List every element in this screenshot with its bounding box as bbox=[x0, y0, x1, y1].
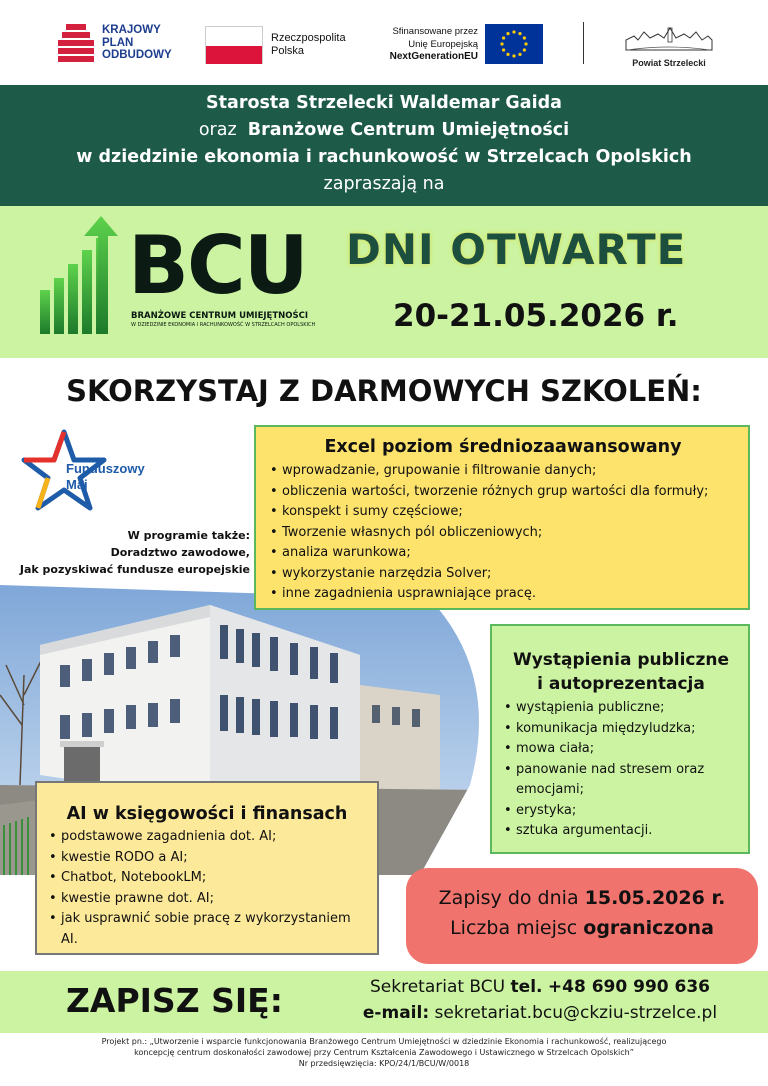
list-item: • kwestie prawne dot. AI; bbox=[47, 889, 367, 910]
event-dates: 20-21.05.2026 r. bbox=[393, 298, 679, 334]
project-line-2: koncepcję centrum doskonałości zawodowej przy Centrum Kształcenia Zawodowego i Ustawicznego w Strzelcach Opolskich” bbox=[134, 1048, 634, 1057]
program-extras bbox=[10, 527, 250, 578]
signup-cta: ZAPISZ SIĘ: bbox=[66, 981, 283, 1020]
list-item: • Tworzenie własnych pól obliczeniowych; bbox=[268, 523, 738, 544]
eu-star-icon bbox=[518, 53, 521, 56]
kpo-line-2: PLAN bbox=[102, 36, 134, 49]
eu-star-icon bbox=[512, 30, 515, 33]
list-item: • komunikacja międzyludzka; bbox=[502, 719, 740, 740]
public-speaking-title-1: Wystąpienia publiczne bbox=[512, 650, 730, 670]
kpo-line-3: ODBUDOWY bbox=[102, 49, 172, 62]
eu-star-icon bbox=[523, 36, 526, 39]
public-speaking-topics bbox=[502, 698, 740, 842]
eu-flag-icon bbox=[485, 24, 543, 64]
bcu-wordmark: BCU bbox=[128, 219, 307, 312]
list-item: • analiza warunkowa; bbox=[268, 543, 738, 564]
eu-star-icon bbox=[506, 53, 509, 56]
powiat-name: Powiat Strzelecki bbox=[632, 58, 706, 68]
deadline-date: 15.05.2026 r. bbox=[584, 887, 726, 909]
ai-topics bbox=[47, 827, 367, 950]
contact-info bbox=[330, 974, 750, 1026]
ai-title: AI w księgowości i finansach bbox=[66, 804, 348, 824]
phone-link[interactable]: +48 690 990 636 bbox=[547, 977, 711, 997]
rp-line-1: Rzeczpospolita bbox=[271, 32, 346, 44]
polish-flag-icon bbox=[205, 26, 263, 64]
kpo-line-1: KRAJOWY bbox=[102, 24, 161, 37]
header-oraz: oraz bbox=[198, 120, 237, 140]
list-item: • Chatbot, NotebookLM; bbox=[47, 868, 367, 889]
deadline-line bbox=[406, 883, 758, 913]
fm-line-1: Funduszowy bbox=[66, 461, 145, 476]
email-link[interactable]: sekretariat.bcu@ckziu-strzelce.pl bbox=[434, 1003, 718, 1023]
bcu-growth-bars-icon bbox=[38, 216, 128, 336]
list-item: • sztuka argumentacji. bbox=[502, 821, 740, 842]
list-item: • wykorzystanie narzędzia Solver; bbox=[268, 564, 738, 585]
secretariat-label: Sekretariat BCU bbox=[369, 977, 506, 997]
ai-course-box bbox=[35, 781, 379, 955]
list-item: • panowanie nad stresem oraz emocjami; bbox=[502, 760, 740, 801]
public-speaking-course-box bbox=[490, 624, 750, 854]
bcu-subtitle: BRANŻOWE CENTRUM UMIEJĘTNOŚCI bbox=[131, 311, 309, 321]
program-line-2: Doradztwo zawodowe, bbox=[110, 546, 250, 559]
rp-logo bbox=[205, 26, 346, 64]
eu-star-icon bbox=[524, 42, 527, 45]
eu-line-3: NextGenerationEU bbox=[389, 51, 478, 62]
eu-line-1: Sfinansowane przez bbox=[392, 26, 478, 37]
program-line-1: W programie także: bbox=[127, 529, 250, 542]
list-item: • inne zagadnienia usprawniające pracę. bbox=[268, 584, 738, 605]
eu-line-2: Unię Europejską bbox=[408, 38, 478, 50]
excel-topics bbox=[268, 461, 738, 605]
eu-star-icon bbox=[502, 48, 505, 51]
kpo-logo bbox=[58, 24, 172, 62]
invitation-header bbox=[0, 85, 768, 206]
project-line-3: Nr przedsięwzięcia: KPO/24/1/BCU/W/0018 bbox=[298, 1059, 470, 1068]
list-item: • mowa ciała; bbox=[502, 739, 740, 760]
eu-star-icon bbox=[518, 32, 521, 35]
registration-deadline-badge bbox=[406, 868, 758, 964]
castle-skyline-icon bbox=[624, 26, 714, 52]
program-line-3: Jak pozyskiwać fundusze europejskie bbox=[19, 563, 250, 576]
excel-course-box bbox=[254, 425, 750, 610]
funduszowy-maj-text bbox=[66, 461, 145, 493]
training-headline: SKORZYSTAJ Z DARMOWYCH SZKOLEŃ: bbox=[66, 374, 702, 408]
list-item: • erystyka; bbox=[502, 801, 740, 822]
list-item: • obliczenia wartości, tworzenie różnych grup wartości dla formuły; bbox=[268, 482, 738, 503]
list-item: • kwestie RODO a AI; bbox=[47, 848, 367, 869]
seats-prefix: Liczba miejsc bbox=[450, 917, 578, 939]
bcu-subtitle-2: W DZIEDZINIE EKONOMIA I RACHUNKOWOŚĆ W STRZELCACH OPOLSKICH bbox=[131, 322, 316, 328]
rp-line-2: Polska bbox=[271, 45, 305, 57]
header-center-field: w dziedzinie ekonomia i rachunkowość w Strzelcach Opolskich bbox=[76, 147, 692, 167]
kpo-stripes-icon bbox=[58, 24, 94, 62]
email-line bbox=[330, 1000, 750, 1026]
header-line-2 bbox=[0, 117, 768, 144]
event-title: DNI OTWARTE bbox=[346, 225, 687, 274]
list-item: • wprowadzanie, grupowanie i filtrowanie danych; bbox=[268, 461, 738, 482]
eu-star-icon bbox=[502, 36, 505, 39]
eu-star-icon bbox=[506, 32, 509, 35]
list-item: • wystąpienia publiczne; bbox=[502, 698, 740, 719]
fm-line-2: Maj bbox=[66, 477, 88, 492]
logo-divider bbox=[583, 22, 584, 64]
eu-star-icon bbox=[512, 54, 515, 57]
tel-label: tel. bbox=[510, 977, 543, 997]
project-footnote bbox=[0, 1036, 768, 1069]
header-center-name: Branżowe Centrum Umiejętności bbox=[247, 120, 570, 140]
list-item: • podstawowe zagadnienia dot. AI; bbox=[47, 827, 367, 848]
header-invite: zapraszają na bbox=[323, 174, 445, 194]
seats-line bbox=[406, 913, 758, 943]
phone-line bbox=[330, 974, 750, 1000]
powiat-logo bbox=[620, 26, 718, 68]
list-item: • jak usprawnić sobie pracę z wykorzystaniem AI. bbox=[47, 909, 367, 950]
seats-limited: ograniczona bbox=[583, 917, 714, 939]
eu-star-icon bbox=[500, 42, 503, 45]
deadline-prefix: Zapisy do dnia bbox=[438, 887, 579, 909]
email-label: e-mail: bbox=[362, 1003, 430, 1023]
list-item: • konspekt i sumy częściowe; bbox=[268, 502, 738, 523]
excel-title: Excel poziom średniozaawansowany bbox=[324, 437, 682, 457]
logo-bar bbox=[0, 0, 768, 84]
eu-star-icon bbox=[523, 48, 526, 51]
project-line-1: Projekt pn.: „Utworzenie i wsparcie funkcjonowania Branżowego Centrum Umiejętności w dziedzinie Ekonomia i rachunkowość, realizującego bbox=[101, 1037, 667, 1046]
eu-funding-text bbox=[360, 26, 478, 64]
public-speaking-title-2: i autoprezentacja bbox=[537, 674, 705, 694]
header-host: Starosta Strzelecki Waldemar Gaida bbox=[206, 93, 562, 113]
public-speaking-title bbox=[502, 648, 740, 696]
